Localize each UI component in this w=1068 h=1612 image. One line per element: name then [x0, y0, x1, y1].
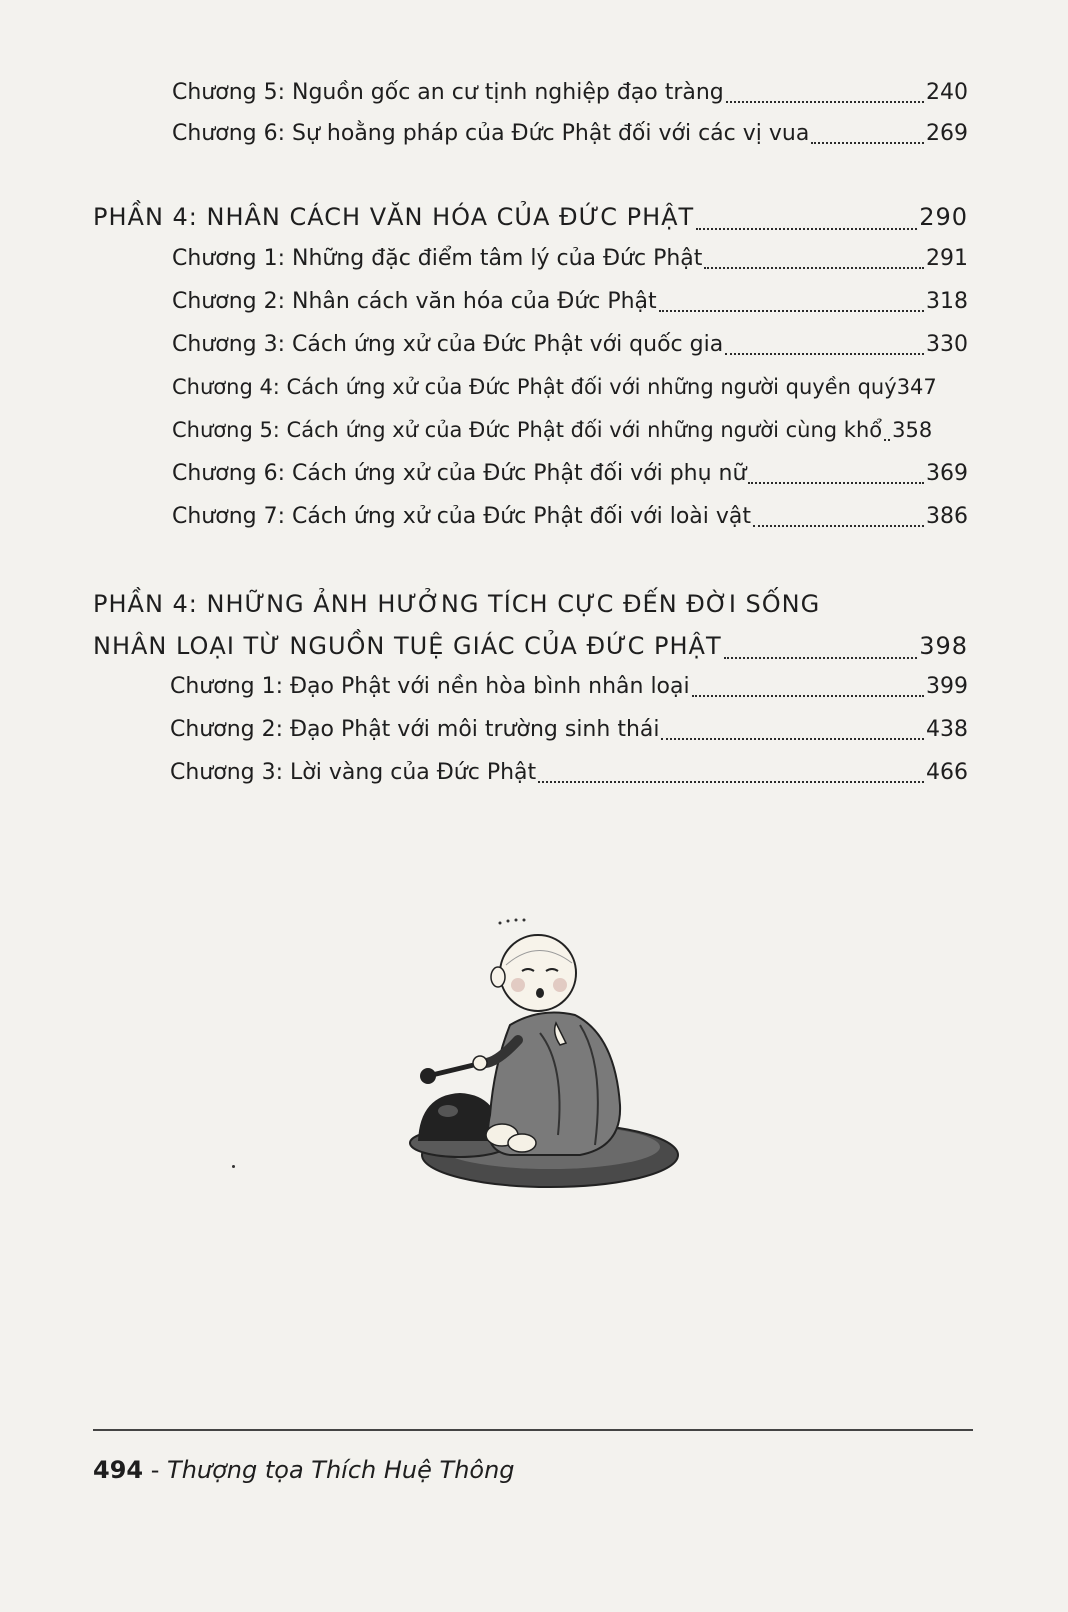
toc-entry[interactable]: [172, 246, 968, 276]
toc-entry-page: 347: [896, 375, 937, 399]
footer-separator: -: [143, 1456, 168, 1484]
toc-entry-page: 240: [926, 80, 968, 105]
toc-entry-label: Chương 5: Nguồn gốc an cư tịnh nghiệp đạo tràng: [172, 80, 724, 105]
leader-dots: [884, 438, 890, 441]
toc-entry-page: 466: [926, 760, 968, 785]
toc-entry[interactable]: [172, 375, 968, 405]
leader-dots: [661, 737, 924, 740]
toc-entry-page: 399: [926, 674, 968, 699]
toc-part-page: 398: [919, 632, 968, 660]
toc-part-heading-line1: PHẦN 4: NHỮNG ẢNH HƯỞNG TÍCH CỰC ĐẾN ĐỜI SỐNG: [93, 590, 821, 618]
leader-dots: [753, 524, 924, 527]
page-footer: [93, 1456, 515, 1484]
author-name: Thượng tọa Thích Huệ Thông: [167, 1456, 515, 1484]
toc-entry[interactable]: [172, 80, 968, 110]
monk-with-bell-icon: [390, 915, 680, 1205]
leader-dots: [692, 694, 924, 697]
leader-dots: [725, 352, 924, 355]
leader-dots: [724, 656, 918, 659]
toc-entry-label: Chương 3: Cách ứng xử của Đức Phật với quốc gia: [172, 332, 724, 357]
toc-entry-label: Chương 1: Đạo Phật với nền hòa bình nhân loại: [170, 674, 690, 699]
toc-entry[interactable]: [170, 760, 968, 790]
toc-entry-label: Chương 4: Cách ứng xử của Đức Phật đối với những người quyền quý: [172, 375, 897, 399]
ink-speck: [232, 1165, 235, 1168]
toc-entry-page: 291: [926, 246, 968, 271]
leader-dots: [748, 481, 924, 484]
leader-dots: [811, 141, 924, 144]
toc-part-heading[interactable]: [93, 203, 968, 237]
toc-entry-page: 318: [926, 289, 968, 314]
toc-entry-page: 438: [926, 717, 968, 742]
leader-dots: [659, 309, 924, 312]
toc-entry-label: Chương 2: Đạo Phật với môi trường sinh thái: [170, 717, 660, 742]
toc-part-title: PHẦN 4: NHÂN CÁCH VĂN HÓA CỦA ĐỨC PHẬT: [93, 203, 695, 231]
leader-dots: [696, 227, 917, 230]
leader-dots: [704, 266, 924, 269]
toc-entry-page: 369: [926, 461, 968, 486]
toc-entry[interactable]: [170, 674, 968, 704]
leader-dots: [726, 100, 924, 103]
toc-entry-label: Chương 7: Cách ứng xử của Đức Phật đối với loài vật: [172, 504, 751, 529]
toc-entry-label: Chương 6: Cách ứng xử của Đức Phật đối với phụ nữ: [172, 461, 747, 486]
toc-entry[interactable]: [172, 332, 968, 362]
toc-entry[interactable]: [172, 418, 968, 448]
toc-entry-page: 330: [926, 332, 968, 357]
page-number: 494: [93, 1456, 144, 1484]
toc-entry-label: Chương 3: Lời vàng của Đức Phật: [170, 760, 537, 785]
toc-part-heading[interactable]: [93, 632, 968, 666]
toc-part-title: NHÂN LOẠI TỪ NGUỒN TUỆ GIÁC CỦA ĐỨC PHẬT: [93, 632, 722, 660]
toc-entry-page: 358: [892, 418, 933, 442]
toc-part-page: 290: [919, 203, 968, 231]
toc-entry[interactable]: [172, 289, 968, 319]
toc-entry-label: Chương 6: Sự hoằng pháp của Đức Phật đối với các vị vua: [172, 121, 810, 146]
toc-entry-label: Chương 2: Nhân cách văn hóa của Đức Phật: [172, 289, 657, 314]
toc-entry[interactable]: [172, 504, 968, 534]
toc-entry-page: 269: [926, 121, 968, 146]
toc-entry-page: 386: [926, 504, 968, 529]
toc-entry[interactable]: [172, 461, 968, 491]
toc-entry[interactable]: [170, 717, 968, 747]
toc-entry[interactable]: [172, 121, 968, 151]
toc-entry-label: Chương 5: Cách ứng xử của Đức Phật đối với những người cùng khổ: [172, 418, 883, 442]
toc-entry-label: Chương 1: Những đặc điểm tâm lý của Đức Phật: [172, 246, 703, 271]
leader-dots: [538, 780, 924, 783]
footer-rule: [93, 1429, 973, 1431]
